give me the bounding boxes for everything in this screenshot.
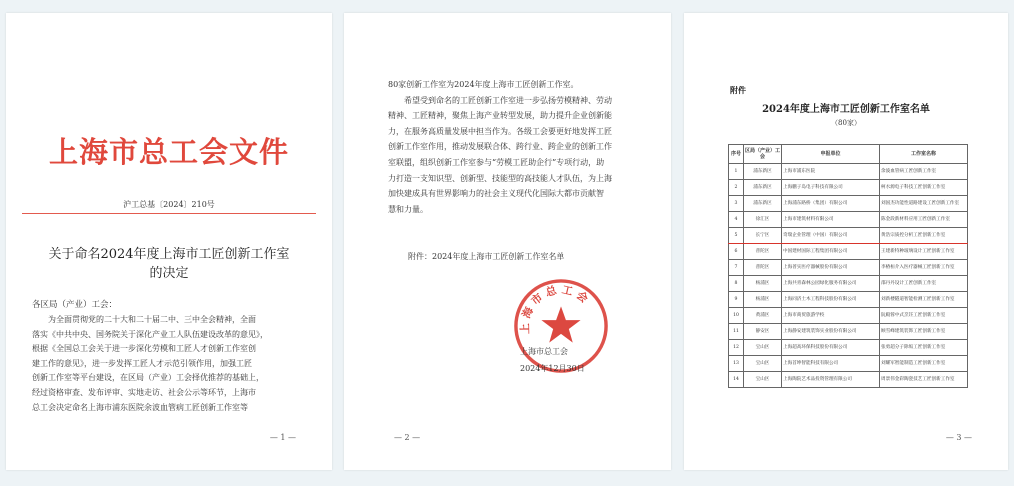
table-row — [729, 196, 968, 212]
cell-number: 13 — [729, 356, 744, 372]
cell-district: 宝山区 — [744, 340, 782, 356]
cell-number: 5 — [729, 228, 744, 244]
cell-studio: 周景伟金彩陶瓷技艺工匠创新工作室 — [880, 372, 968, 388]
cell-district: 徐汇区 — [744, 212, 782, 228]
table-row — [729, 372, 968, 388]
table-row — [729, 292, 968, 308]
cell-unit: 上海超高环保科技股份有限公司 — [782, 340, 880, 356]
table-row — [729, 340, 968, 356]
decision-title-line-2: 的决定 — [149, 266, 189, 281]
decision-title — [6, 245, 332, 283]
cell-district: 宝山区 — [744, 372, 782, 388]
document-page-2[interactable] — [344, 13, 671, 470]
body-line: 为全面贯彻党的二十大和二十届二中、三中全会精神，全面 — [32, 315, 256, 324]
cell-district: 浦东新区 — [744, 164, 782, 180]
official-seal-icon — [512, 277, 610, 375]
body-line: 室联盟，组织创新工作室参与“劳模工匠助企行”专项行动，助 — [388, 157, 605, 167]
cell-unit: 中国建材国际工程集团有限公司 — [782, 244, 880, 260]
cell-studio: 陈金段新材料应用工匠创新工作室 — [880, 212, 968, 228]
red-header-title: 上海市总工会文件 — [48, 135, 289, 169]
cell-number: 1 — [729, 164, 744, 180]
cell-unit: 上海静安建筑装饰实业股份有限公司 — [782, 324, 880, 340]
cell-studio: 顾雪峰建筑装饰工匠创新工作室 — [880, 324, 968, 340]
table-row — [729, 308, 968, 324]
cell-number: 4 — [729, 212, 744, 228]
salutation: 各区局（产业）工会： — [32, 300, 118, 310]
table-row — [729, 324, 968, 340]
header-divider — [22, 213, 316, 214]
page-2-body — [388, 77, 638, 217]
cell-number: 7 — [729, 260, 744, 276]
table-row — [729, 244, 968, 260]
signing-organization: 上海市总工会 — [520, 347, 568, 356]
document-page-1[interactable] — [6, 13, 332, 470]
body-line: 慧和力量。 — [388, 204, 428, 214]
page-number: — 1 — — [269, 433, 296, 442]
cell-number: 9 — [729, 292, 744, 308]
cell-number: 3 — [729, 196, 744, 212]
body-line: 加快建成具有世界影响力的社会主义现代化国际大都市贡献智 — [388, 189, 604, 199]
cell-studio: 阮殿蓉中式烹饪工匠创新工作室 — [880, 308, 968, 324]
table-row — [729, 356, 968, 372]
cell-studio: 李椿桓介入医疗器械工匠创新工作室 — [880, 260, 968, 276]
cell-unit: 上海浦东路桥（集团）有限公司 — [782, 196, 880, 212]
cell-studio: 余波血管病工匠创新工作室 — [880, 164, 968, 180]
seal-text: 上海市总工会 — [518, 283, 594, 335]
body-line: 力打造一支知识型、创新型、技能型的高技能人才队伍，为上海 — [388, 173, 612, 183]
table-row — [729, 260, 968, 276]
cell-number: 12 — [729, 340, 744, 356]
cell-district: 浦东新区 — [744, 180, 782, 196]
cell-district: 浦东新区 — [744, 196, 782, 212]
cell-unit: 上海陶院艺术品投资管理有限公司 — [782, 372, 880, 388]
cell-studio: 柯水源电子科技工匠创新工作室 — [880, 180, 968, 196]
table-row — [729, 164, 968, 180]
annex-reference: 附件：2024年度上海市工匠创新工作室名单 — [408, 252, 565, 261]
list-count: （80家） — [831, 119, 861, 127]
body-line: 创新工作室作用，推动发展联合体、跨行业、跨企业的创新工作 — [388, 142, 612, 152]
cell-unit: 上海首坤智能科技有限公司 — [782, 356, 880, 372]
body-line: 精神、工匠精神，聚焦上海产业转型发展，助力提升企业创新能 — [388, 111, 612, 121]
column-header-no: 序号 — [729, 145, 744, 164]
cell-number: 6 — [729, 244, 744, 260]
decision-title-line-1: 关于命名2024年度上海市工匠创新工作室 — [48, 247, 290, 262]
cell-district: 静安区 — [744, 324, 782, 340]
page-1-body — [32, 313, 307, 415]
body-line: 经过资格审查、发布评审、实地走访、社会公示等环节，上海市 — [32, 387, 256, 397]
table-row — [729, 180, 968, 196]
cell-unit: 上海市商贸旅游学校 — [782, 308, 880, 324]
cell-number: 14 — [729, 372, 744, 388]
body-line: 80家创新工作室为2024年度上海市工匠创新工作室。 — [388, 80, 579, 89]
cell-district: 普陀区 — [744, 244, 782, 260]
cell-studio: 邵丹丹设计工匠创新工作室 — [880, 276, 968, 292]
cell-unit: 上海共青森林公园绿化服务有限公司 — [782, 276, 880, 292]
cell-unit: 奇瑞企业管理（中国）有限公司 — [782, 228, 880, 244]
cell-studio: 刘耀军智能制造工匠创新工作室 — [880, 356, 968, 372]
cell-studio: 刘新楼隧道智能检测工匠创新工作室 — [880, 292, 968, 308]
document-number: 沪工总基〔2024〕210号 — [123, 200, 215, 209]
table-row — [729, 212, 968, 228]
table-body — [729, 164, 968, 388]
column-header-studio: 工作室名称 — [880, 145, 968, 164]
cell-unit: 上海普实医疗器械股份有限公司 — [782, 260, 880, 276]
column-header-unit: 申报单位 — [782, 145, 880, 164]
list-title: 2024年度上海市工匠创新工作室名单 — [762, 104, 930, 115]
body-line: 总工会决定命名上海市浦东医院余波血管病工匠创新工作室等 — [32, 402, 248, 412]
cell-number: 2 — [729, 180, 744, 196]
document-page-3[interactable] — [684, 13, 1008, 470]
cell-number: 11 — [729, 324, 744, 340]
signing-date: 2024年12月30日 — [520, 364, 585, 373]
table-row — [729, 228, 968, 244]
cell-district: 普陀区 — [744, 260, 782, 276]
cell-studio: 刘国杰功能性道路建设工匠创新工作室 — [880, 196, 968, 212]
cell-unit: 上海鹏子岛电子科技有限公司 — [782, 180, 880, 196]
body-line: 力，在服务高质量发展中担当作为。各级工会要更好地发挥工匠 — [388, 126, 612, 136]
body-line: 创新工作室等平台建设，在区局（产业）工会择优推荐的基础上， — [32, 373, 264, 383]
table-header-row — [729, 145, 968, 164]
cell-number: 8 — [729, 276, 744, 292]
column-header-district: 区局（产业）工会 — [744, 145, 782, 164]
body-line: 希望受到命名的工匠创新工作室进一步弘扬劳模精神、劳动 — [388, 95, 612, 105]
body-line: 落实《中共中央、国务院关于深化产业工人队伍建设改革的意见》， — [32, 329, 268, 339]
cell-district: 黄浦区 — [744, 308, 782, 324]
cell-studio: 王建新特种玻璃设计工匠创新工作室 — [880, 244, 968, 260]
cell-number: 10 — [729, 308, 744, 324]
studio-list-table — [728, 144, 968, 388]
cell-studio: 黄浩宗质控分析工匠创新工作室 — [880, 228, 968, 244]
table-row — [729, 276, 968, 292]
body-line: 建工作的意见》，进一步发挥工匠人才示范引领作用，加强工匠 — [32, 358, 252, 368]
cell-studio: 张勇超分子除垢工匠创新工作室 — [880, 340, 968, 356]
cell-unit: 上海同济土木工程科技股份有限公司 — [782, 292, 880, 308]
page-number: — 2 — — [394, 433, 421, 442]
page-number: — 3 — — [945, 433, 972, 442]
cell-district: 杨浦区 — [744, 276, 782, 292]
attachment-label: 附件 — [730, 85, 746, 95]
cell-unit: 上海市浦东医院 — [782, 164, 880, 180]
cell-district: 宝山区 — [744, 356, 782, 372]
body-line: 根据《全国总工会关于进一步深化劳模和工匠人才创新工作室创 — [32, 344, 256, 354]
cell-district: 杨浦区 — [744, 292, 782, 308]
cell-unit: 上海市建筑材料有限公司 — [782, 212, 880, 228]
cell-district: 长宁区 — [744, 228, 782, 244]
